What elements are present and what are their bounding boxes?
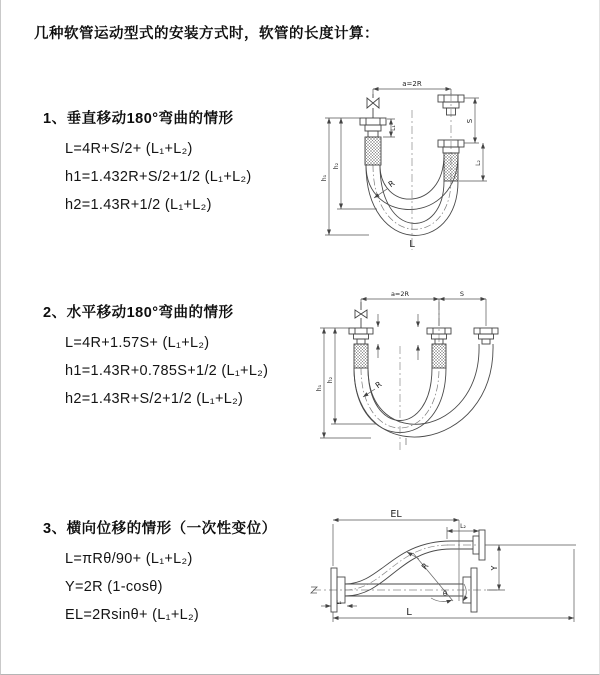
d3-dim-l1-label: L₁ [336,600,342,606]
diagram-lateral-displacement [301,505,591,650]
section-3-formula-EL: EL=2Rsinθ+ (L₁+L₂) [65,607,200,623]
section-2-heading: 2、水平移动180°弯曲的情形 [43,305,234,321]
section-3-formula-L: L=πRθ/90+ (L₁+L₂) [65,551,193,567]
d1-dim-a2r-label: a=2R [402,80,422,88]
section-3-heading: 3、横向位移的情形（一次性变位） [43,521,277,537]
d1-dim-h2-label: h₂ [333,162,340,170]
section-lateral-displacement [43,517,333,629]
d2-dim-a2r-label: a=2R [390,290,410,298]
d3-length-label: L [406,607,412,618]
fixed-end-flange [360,118,386,165]
valve-icon [367,94,379,118]
d1-dim-s-label: S [466,118,474,124]
section-1-heading: 1、垂直移动180°弯曲的情形 [43,111,234,127]
section-1-formula-L: L=4R+S/2+ (L₁+L₂) [65,141,193,157]
d2-dim-s-label: S [459,290,465,298]
section-1-formula-h1: h1=1.432R+S/2+1/2 (L₁+L₂) [65,169,252,185]
section-vertical-180-bend [43,107,333,219]
d2-dim-h1-label: h₁ [316,384,323,392]
d1-radius-label: R [386,178,397,190]
diagram-vertical-u-bend [311,70,581,265]
section-2-formula-L: L=4R+1.57S+ (L₁+L₂) [65,335,210,351]
fixed-end-flange [349,328,373,368]
section-2-formula-h2: h2=1.43R+S/2+1/2 (L₁+L₂) [65,391,244,407]
d2-radius-label: R [373,379,384,391]
d3-dim-l2-label: L₂ [460,523,466,530]
moving-end-flange-pos1 [427,328,451,368]
hose-displaced-position [345,530,485,596]
d3-dim-y-label: Y [490,565,499,571]
d1-dim-l2-label: L₂ [475,160,482,166]
section-1-formula-h2: h2=1.43R+1/2 (L₁+L₂) [65,197,212,213]
moving-end-flange-pos2 [474,328,498,344]
section-3-formula-Y: Y=2R (1-cosθ) [65,579,163,595]
diagram-horizontal-u-bend [316,288,516,463]
section-horizontal-180-bend [43,301,333,413]
diagram-1-drawing [311,70,581,260]
diagram-2-drawing [316,288,516,458]
diagram-3-drawing [301,505,591,645]
d3-angle-label: θ [442,590,448,598]
section-2-formula-h1: h1=1.43R+0.785S+1/2 (L₁+L₂) [65,363,269,379]
d1-dim-l1-label: L₁ [390,125,397,131]
d2-dim-h2-label: h₂ [327,376,334,384]
d1-dim-h1-label: h₁ [321,174,328,182]
d1-length-label: L [409,239,415,250]
page-title: 几种软管运动型式的安装方式时，软管的长度计算： [34,26,379,42]
d3-dim-el-label: EL [390,509,402,520]
d3-radius-label: R [419,561,431,572]
